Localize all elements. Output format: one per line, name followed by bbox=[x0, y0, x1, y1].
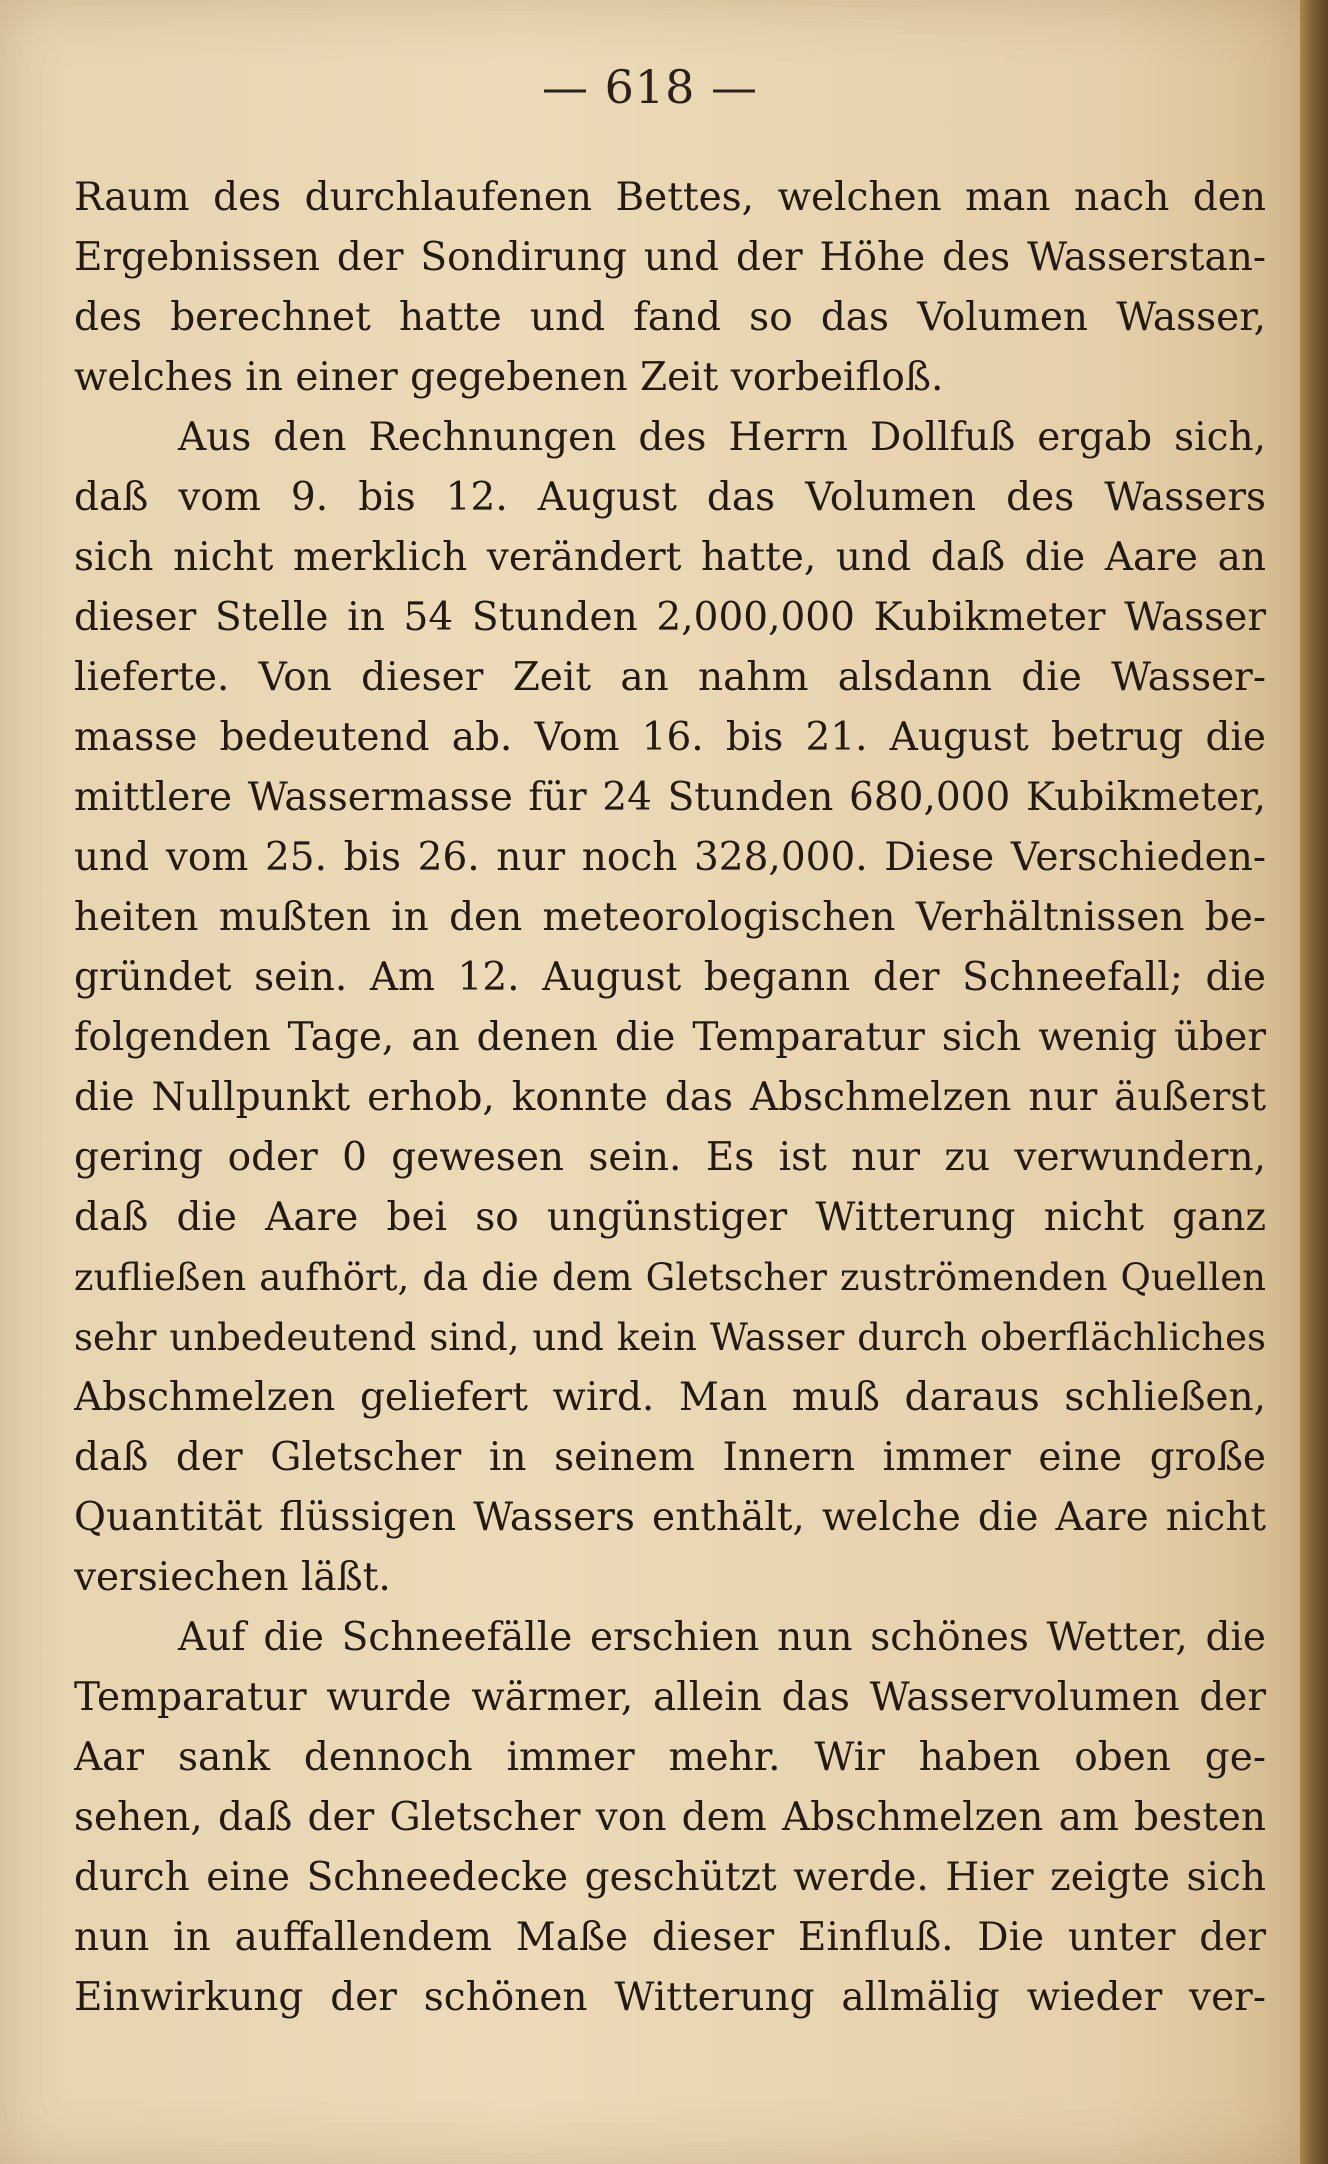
text-line: des berechnet hatte und fand so das Volumen Wasser, bbox=[74, 295, 1266, 340]
text-line: Temparatur wurde wärmer, allein das Wasservolumen der bbox=[74, 1675, 1266, 1720]
text-line: Abschmelzen geliefert wird. Man muß daraus schließen, bbox=[74, 1375, 1266, 1420]
text-line: die Nullpunkt erhob, konnte das Abschmelzen nur äußerst bbox=[74, 1075, 1266, 1120]
text-line: dieser Stelle in 54 Stunden 2,000,000 Kubikmeter Wasser bbox=[74, 595, 1266, 640]
text-line: Aus den Rechnungen des Herrn Dollfuß ergab sich, bbox=[178, 415, 1266, 460]
text-line: daß vom 9. bis 12. August das Volumen des Wassers bbox=[74, 475, 1266, 520]
text-line: Auf die Schneefälle erschien nun schönes Wetter, die bbox=[178, 1615, 1266, 1660]
text-line: sich nicht merklich verändert hatte, und daß die Aare an bbox=[74, 535, 1266, 580]
text-line: welches in einer gegebenen Zeit vorbeifloß. bbox=[74, 355, 944, 400]
text-line: Ergebnissen der Sondirung und der Höhe des Wasserstan- bbox=[74, 235, 1266, 280]
text-line: sehen, daß der Gletscher von dem Abschmelzen am besten bbox=[74, 1795, 1266, 1840]
text-line: folgenden Tage, an denen die Temparatur sich wenig über bbox=[74, 1015, 1266, 1060]
text-line: masse bedeutend ab. Vom 16. bis 21. August betrug die bbox=[74, 715, 1266, 760]
text-line: zufließen aufhört, da die dem Gletscher zuströmenden Quellen bbox=[74, 1256, 1266, 1299]
text-line: gering oder 0 gewesen sein. Es ist nur zu verwundern, bbox=[74, 1135, 1266, 1180]
text-line: gründet sein. Am 12. August begann der Schneefall; die bbox=[74, 955, 1266, 1000]
text-line: und vom 25. bis 26. nur noch 328,000. Diese Verschieden- bbox=[74, 835, 1266, 880]
text-line: heiten mußten in den meteorologischen Verhältnissen be- bbox=[74, 895, 1266, 940]
text-line: Raum des durchlaufenen Bettes, welchen man nach den bbox=[74, 175, 1266, 220]
text-line: mittlere Wassermasse für 24 Stunden 680,000 Kubikmeter, bbox=[74, 775, 1266, 820]
page-number: — 618 — bbox=[541, 60, 759, 114]
text-line: lieferte. Von dieser Zeit an nahm alsdann die Wasser- bbox=[74, 655, 1266, 700]
text-line: sehr unbedeutend sind, und kein Wasser durch oberflächliches bbox=[74, 1316, 1266, 1359]
text-line: versiechen läßt. bbox=[74, 1555, 391, 1600]
text-line: Aar sank dennoch immer mehr. Wir haben oben ge- bbox=[74, 1735, 1266, 1780]
text-line: Quantität flüssigen Wassers enthält, welche die Aare nicht bbox=[74, 1495, 1266, 1540]
text-line: daß die Aare bei so ungünstiger Witterung nicht ganz bbox=[74, 1195, 1266, 1240]
text-line: daß der Gletscher in seinem Innern immer eine große bbox=[74, 1435, 1266, 1480]
text-line: Einwirkung der schönen Witterung allmälig wieder ver- bbox=[74, 1975, 1266, 2020]
book-edge bbox=[1300, 0, 1328, 2164]
body-text bbox=[74, 168, 1266, 2028]
text-line: durch eine Schneedecke geschützt werde. Hier zeigte sich bbox=[74, 1855, 1266, 1900]
text-line: nun in auffallendem Maße dieser Einfluß. Die unter der bbox=[74, 1915, 1266, 1960]
